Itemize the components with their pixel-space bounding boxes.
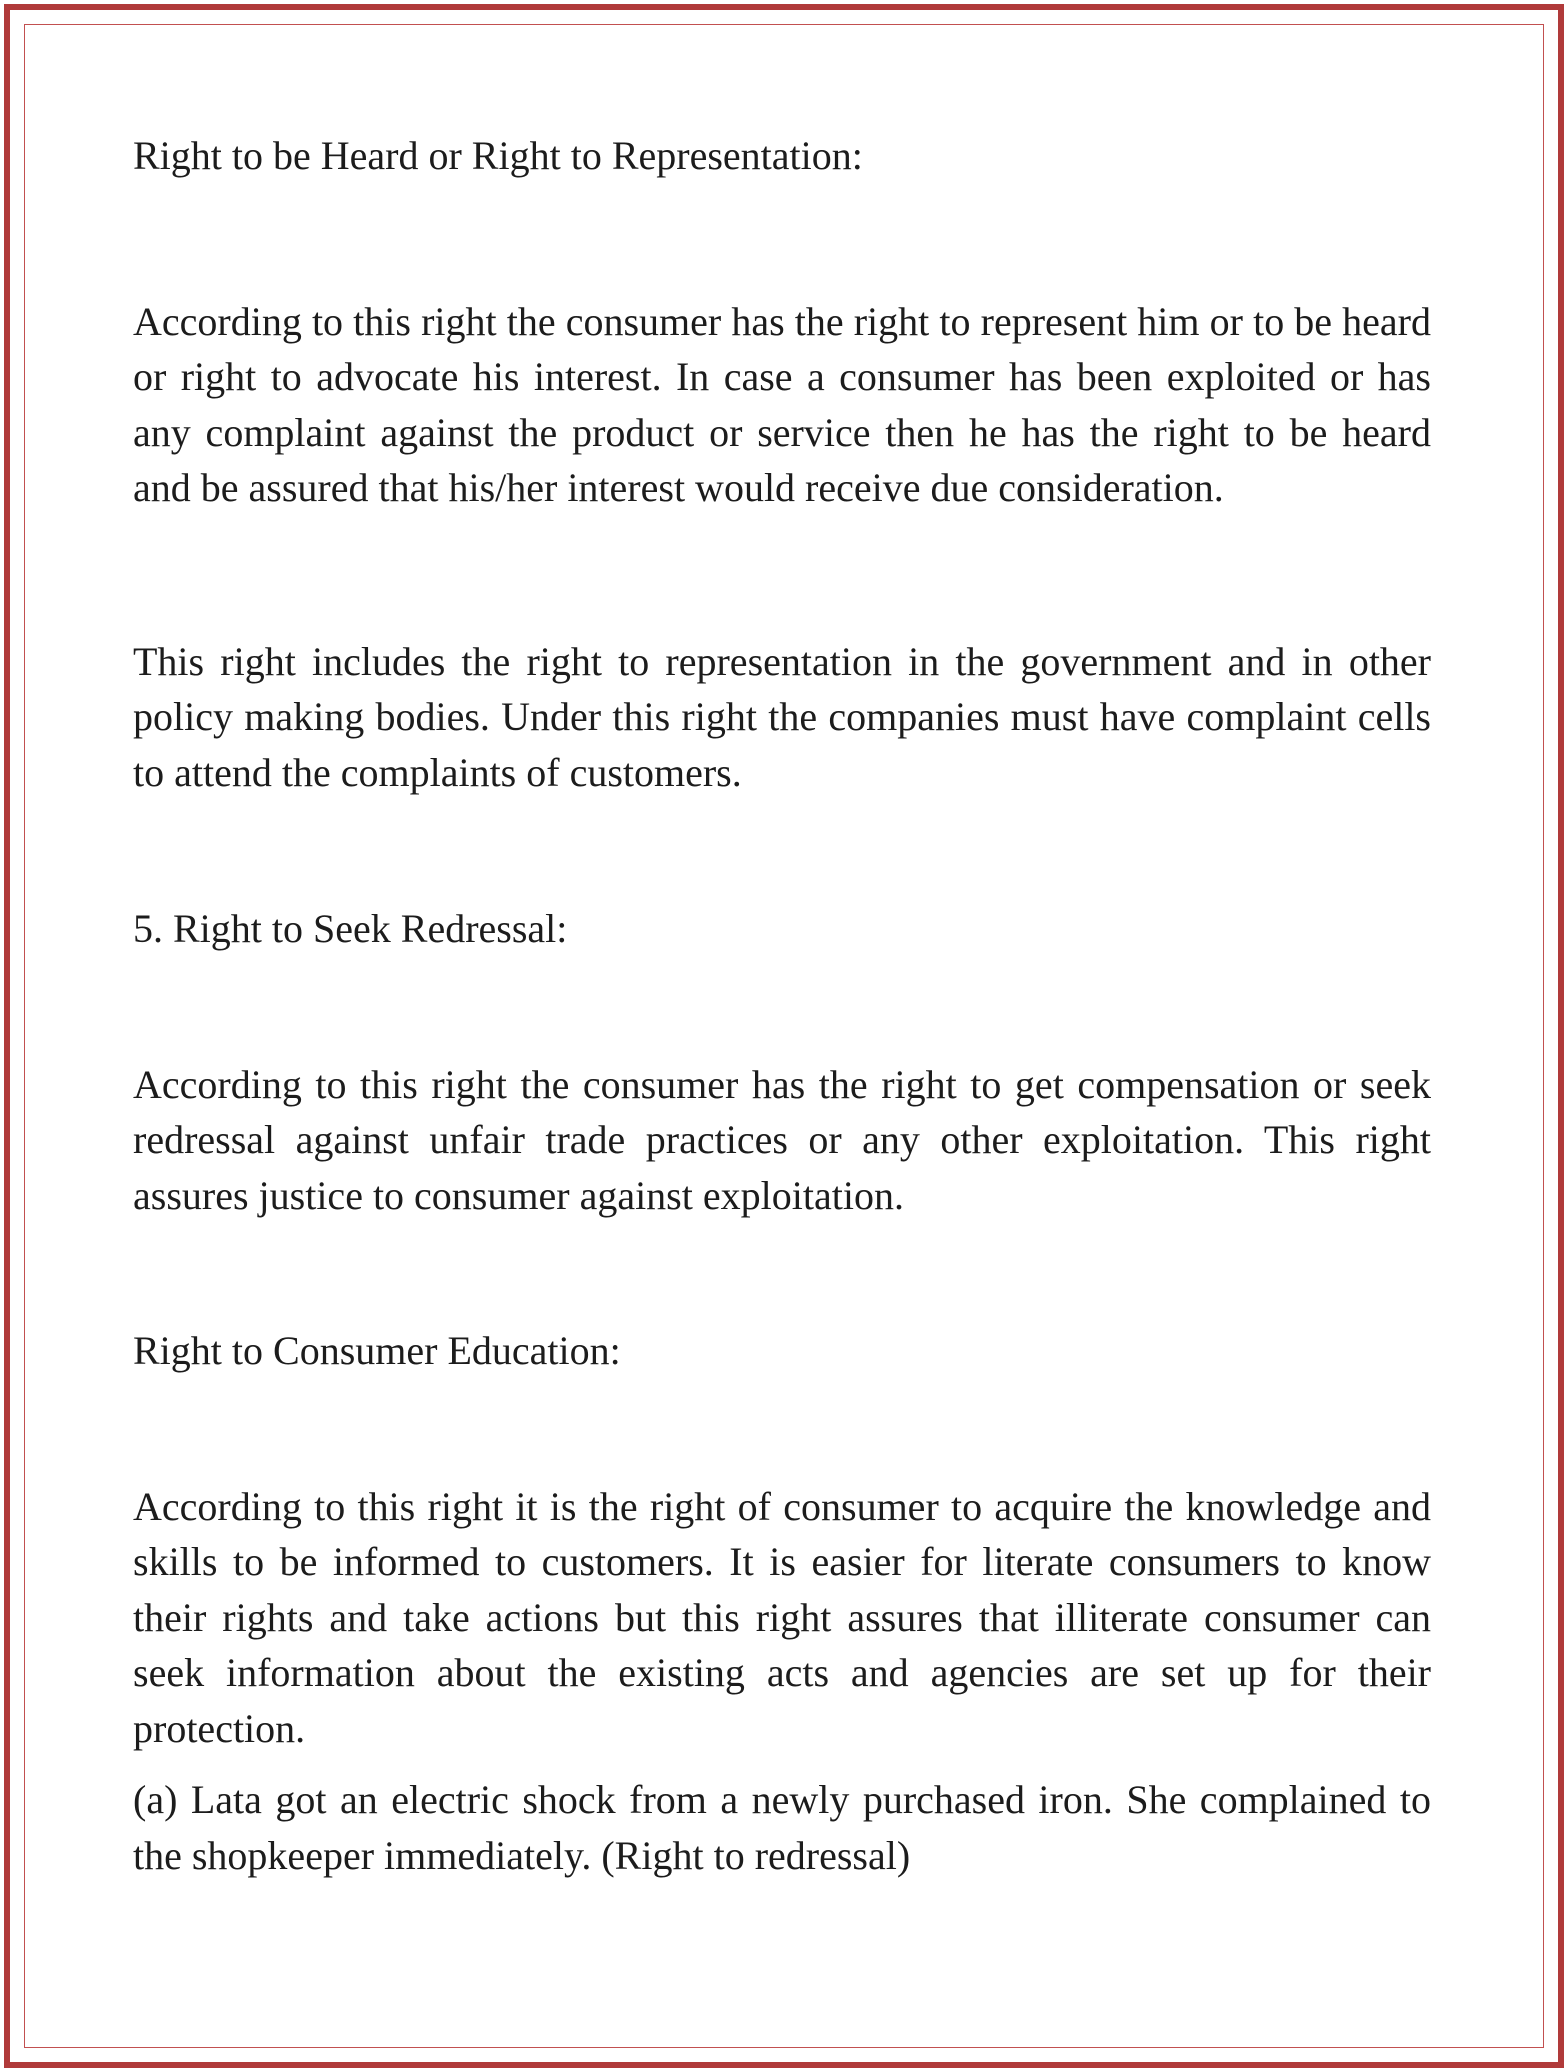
section-heading-right-to-be-heard: Right to be Heard or Right to Representation:	[133, 133, 863, 178]
document-body	[133, 128, 1431, 1883]
paragraph-right-to-consumer-education: According to this right it is the right of consumer to acquire the knowledge and skills to be informed to customers. It is easier for literate consumers to know their rights and take actions but this right assures that illiterate consumer can seek information about the existing acts and agencies are set up for their protection.	[133, 1483, 1431, 1751]
paragraph-right-to-representation: This right includes the right to representation in the government and in other policy making bodies. Under this right the companies must have complaint cells to attend the complaints of customers.	[133, 638, 1431, 795]
paragraph-right-to-seek-redressal: According to this right the consumer has the right to get compensation or seek redressal against unfair trade practices or any other exploitation. This right assures justice to consumer against exploitation.	[133, 1061, 1431, 1218]
section-heading-right-to-consumer-education: Right to Consumer Education:	[133, 1328, 621, 1373]
paragraph-right-to-be-heard: According to this right the consumer has the right to represent him or to be heard or right to advocate his interest. In case a consumer has been exploited or has any complaint against the product or service then he has the right to be heard and be assured that his/her interest would receive due consideration.	[133, 298, 1431, 510]
paragraph-example-a: (a) Lata got an electric shock from a newly purchased iron. She complained to the shopkeeper immediately. (Right to redressal)	[133, 1777, 1431, 1878]
section-heading-right-to-seek-redressal: 5. Right to Seek Redressal:	[133, 906, 568, 951]
